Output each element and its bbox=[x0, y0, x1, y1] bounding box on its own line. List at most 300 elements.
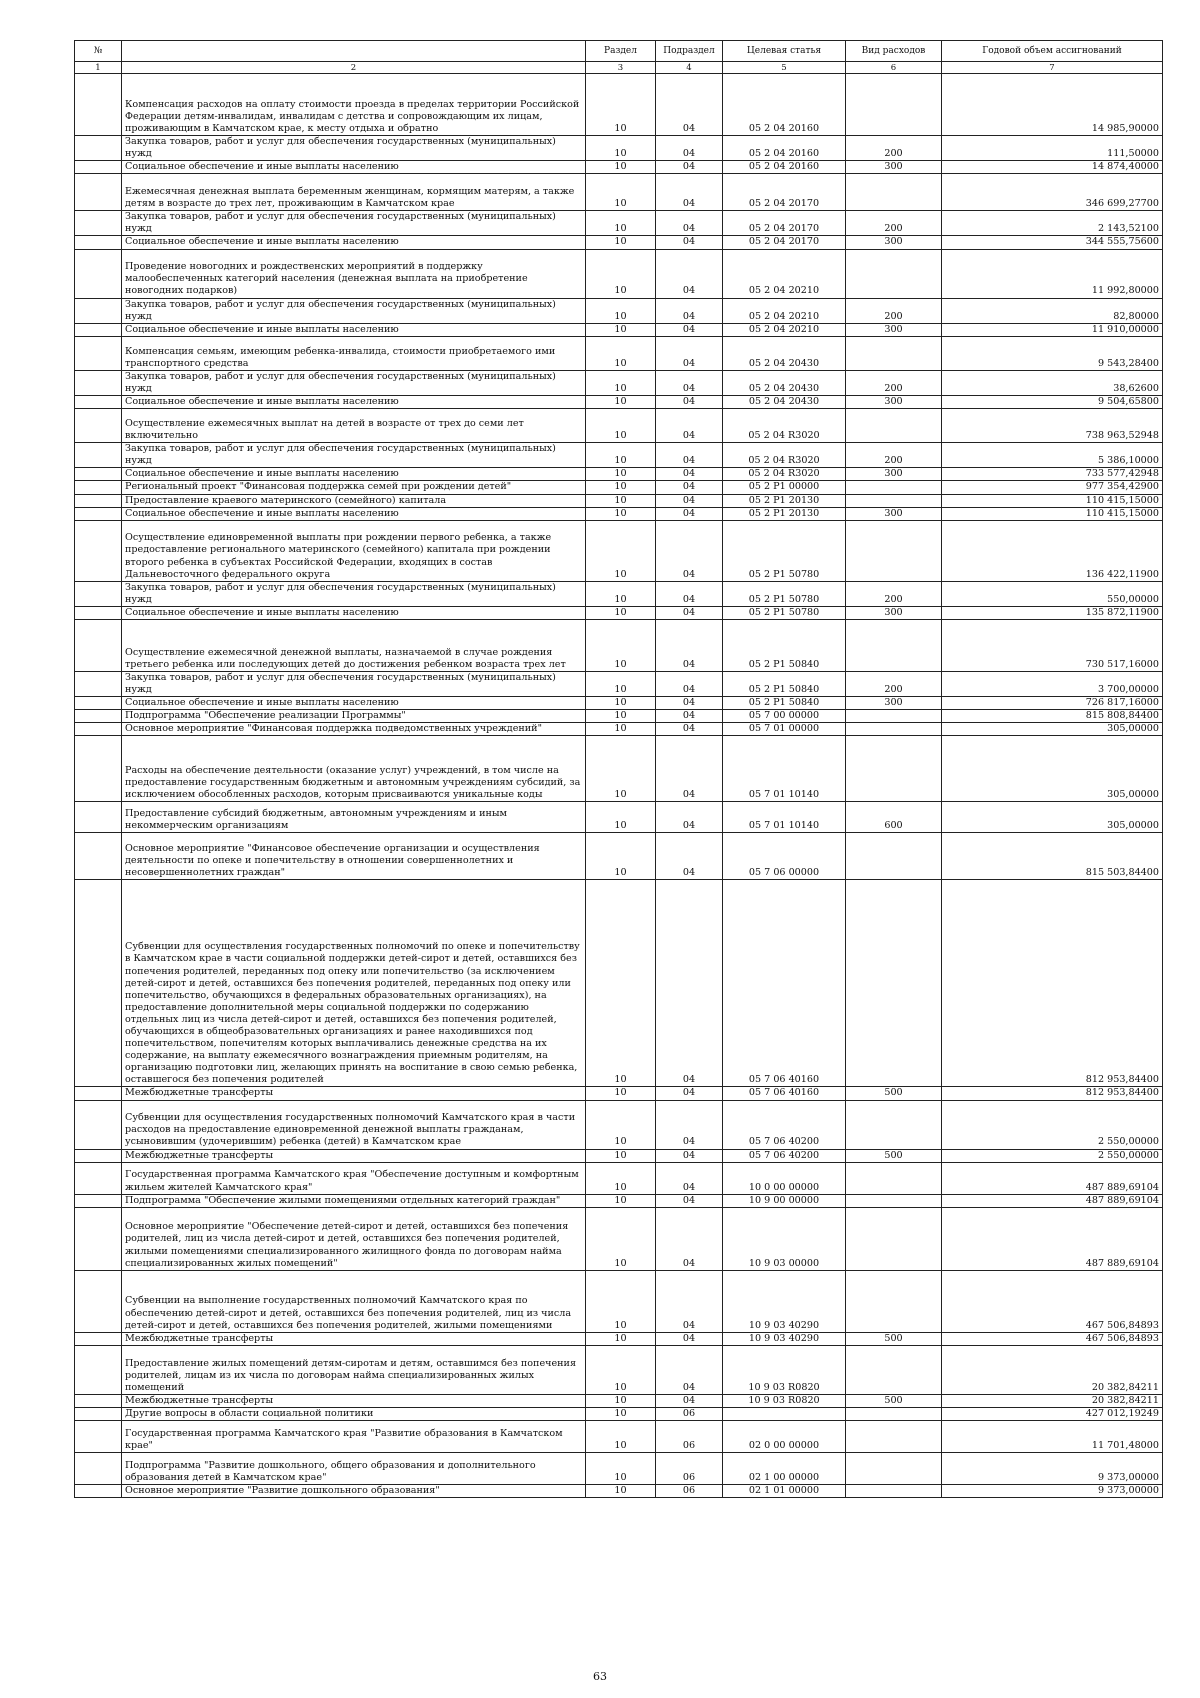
row-name: Предоставление субсидий бюджетным, автономным учреждениям и иным некоммерческим организациям bbox=[122, 802, 586, 833]
row-expense-type bbox=[846, 481, 942, 494]
row-amount: 467 506,84893 bbox=[942, 1270, 1163, 1332]
row-target-article: 05 2 04 20430 bbox=[723, 370, 846, 395]
table-row bbox=[75, 710, 1163, 723]
row-razdel: 10 bbox=[586, 1100, 656, 1149]
column-number-row bbox=[75, 62, 1163, 74]
row-target-article: 05 2 04 20170 bbox=[723, 174, 846, 211]
row-name: Осуществление ежемесячной денежной выплаты, назначаемой в случае рождения третьего ребенка или последующих детей до достижения ребенком возраста трех лет bbox=[122, 619, 586, 671]
row-name: Межбюджетные трансферты bbox=[122, 1149, 586, 1162]
row-podrazdel: 04 bbox=[656, 494, 723, 507]
table-row bbox=[75, 507, 1163, 520]
row-name: Межбюджетные трансферты bbox=[122, 1394, 586, 1407]
row-razdel: 10 bbox=[586, 581, 656, 606]
row-podrazdel: 04 bbox=[656, 174, 723, 211]
table-row bbox=[75, 736, 1163, 802]
row-expense-type bbox=[846, 1345, 942, 1394]
row-expense-type bbox=[846, 736, 942, 802]
row-number bbox=[75, 581, 122, 606]
row-expense-type bbox=[846, 880, 942, 1087]
row-expense-type bbox=[846, 1207, 942, 1270]
row-amount: 487 889,69104 bbox=[942, 1207, 1163, 1270]
row-amount: 11 701,48000 bbox=[942, 1421, 1163, 1453]
row-podrazdel: 04 bbox=[656, 443, 723, 468]
table-row bbox=[75, 1087, 1163, 1100]
row-number bbox=[75, 723, 122, 736]
row-number bbox=[75, 211, 122, 236]
row-razdel: 10 bbox=[586, 1270, 656, 1332]
row-target-article: 05 2 04 20210 bbox=[723, 323, 846, 336]
row-podrazdel: 04 bbox=[656, 880, 723, 1087]
table-row bbox=[75, 619, 1163, 671]
row-expense-type: 300 bbox=[846, 468, 942, 481]
row-amount: 135 872,11900 bbox=[942, 606, 1163, 619]
row-expense-type bbox=[846, 336, 942, 370]
row-number bbox=[75, 370, 122, 395]
table-row bbox=[75, 323, 1163, 336]
column-number: 3 bbox=[586, 62, 656, 74]
table-row bbox=[75, 1100, 1163, 1149]
row-number bbox=[75, 1421, 122, 1453]
row-razdel: 10 bbox=[586, 174, 656, 211]
row-name: Предоставление краевого материнского (семейного) капитала bbox=[122, 494, 586, 507]
row-podrazdel: 06 bbox=[656, 1407, 723, 1420]
row-name: Компенсация расходов на оплату стоимости проезда в пределах территории Российской Федерации детям-инвалидам, инвалидам с детства и сопровождающим их лицам, проживающим в Камчатском крае, к месту отдыха и обратно bbox=[122, 74, 586, 136]
row-target-article: 05 2 04 20170 bbox=[723, 211, 846, 236]
row-target-article: 05 2 P1 50840 bbox=[723, 671, 846, 696]
row-amount: 20 382,84211 bbox=[942, 1345, 1163, 1394]
row-target-article: 05 2 04 R3020 bbox=[723, 468, 846, 481]
row-podrazdel: 06 bbox=[656, 1421, 723, 1453]
row-name: Осуществление ежемесячных выплат на детей в возрасте от трех до семи лет включительно bbox=[122, 409, 586, 443]
row-razdel: 10 bbox=[586, 249, 656, 298]
row-amount: 110 415,15000 bbox=[942, 494, 1163, 507]
row-target-article: 05 7 06 40160 bbox=[723, 880, 846, 1087]
row-podrazdel: 04 bbox=[656, 370, 723, 395]
row-amount: 346 699,27700 bbox=[942, 174, 1163, 211]
table-row bbox=[75, 581, 1163, 606]
row-number bbox=[75, 671, 122, 696]
table-row bbox=[75, 1162, 1163, 1194]
row-number bbox=[75, 249, 122, 298]
row-name: Подпрограмма "Развитие дошкольного, общего образования и дополнительного образования детей в Камчатском крае" bbox=[122, 1453, 586, 1485]
row-target-article: 05 2 04 R3020 bbox=[723, 443, 846, 468]
row-expense-type: 600 bbox=[846, 802, 942, 833]
row-razdel: 10 bbox=[586, 1453, 656, 1485]
row-razdel: 10 bbox=[586, 211, 656, 236]
row-target-article: 05 7 01 10140 bbox=[723, 802, 846, 833]
row-expense-type: 300 bbox=[846, 606, 942, 619]
row-name: Подпрограмма "Обеспечение жилыми помещениями отдельных категорий граждан" bbox=[122, 1194, 586, 1207]
row-razdel: 10 bbox=[586, 336, 656, 370]
row-target-article bbox=[723, 1407, 846, 1420]
table-row bbox=[75, 671, 1163, 696]
row-target-article: 10 9 03 40290 bbox=[723, 1270, 846, 1332]
row-target-article: 05 7 06 40160 bbox=[723, 1087, 846, 1100]
table-row bbox=[75, 1149, 1163, 1162]
row-number bbox=[75, 697, 122, 710]
row-number bbox=[75, 468, 122, 481]
column-number: 2 bbox=[122, 62, 586, 74]
row-amount: 305,00000 bbox=[942, 723, 1163, 736]
row-name: Субвенции на выполнение государственных полномочий Камчатского края по обеспечению детей-сирот и детей, оставшихся без попечения родителей, лиц из числа детей-сирот и детей, оставшихся без попечения родителей, жилыми помещениями bbox=[122, 1270, 586, 1332]
row-razdel: 10 bbox=[586, 323, 656, 336]
row-name: Субвенции для осуществления государственных полномочий Камчатского края в части расходов на предоставление единовременной денежной выплаты гражданам, усыновившим (удочерившим) ребенка (детей) в Камчатском крае bbox=[122, 1100, 586, 1149]
row-expense-type bbox=[846, 710, 942, 723]
row-name: Закупка товаров, работ и услуг для обеспечения государственных (муниципальных) нужд bbox=[122, 671, 586, 696]
row-amount: 733 577,42948 bbox=[942, 468, 1163, 481]
row-podrazdel: 04 bbox=[656, 1332, 723, 1345]
row-target-article: 05 2 P1 20130 bbox=[723, 494, 846, 507]
row-number bbox=[75, 802, 122, 833]
row-target-article: 10 9 03 00000 bbox=[723, 1207, 846, 1270]
row-amount: 467 506,84893 bbox=[942, 1332, 1163, 1345]
row-number bbox=[75, 323, 122, 336]
row-podrazdel: 04 bbox=[656, 468, 723, 481]
row-razdel: 10 bbox=[586, 1149, 656, 1162]
row-amount: 344 555,75600 bbox=[942, 236, 1163, 249]
row-target-article: 10 9 00 00000 bbox=[723, 1194, 846, 1207]
table-row bbox=[75, 494, 1163, 507]
row-expense-type bbox=[846, 1407, 942, 1420]
row-razdel: 10 bbox=[586, 1087, 656, 1100]
row-number bbox=[75, 1394, 122, 1407]
row-name: Закупка товаров, работ и услуг для обеспечения государственных (муниципальных) нужд bbox=[122, 581, 586, 606]
row-razdel: 10 bbox=[586, 619, 656, 671]
row-expense-type bbox=[846, 1485, 942, 1498]
row-name: Закупка товаров, работ и услуг для обеспечения государственных (муниципальных) нужд bbox=[122, 370, 586, 395]
row-target-article: 05 2 04 20160 bbox=[723, 74, 846, 136]
row-amount: 82,80000 bbox=[942, 298, 1163, 323]
table-row bbox=[75, 443, 1163, 468]
row-podrazdel: 04 bbox=[656, 136, 723, 161]
row-number bbox=[75, 336, 122, 370]
row-name: Социальное обеспечение и иные выплаты населению bbox=[122, 323, 586, 336]
row-number bbox=[75, 236, 122, 249]
row-name: Социальное обеспечение и иные выплаты населению bbox=[122, 606, 586, 619]
row-podrazdel: 04 bbox=[656, 236, 723, 249]
row-name: Межбюджетные трансферты bbox=[122, 1332, 586, 1345]
row-target-article: 05 2 04 20210 bbox=[723, 298, 846, 323]
row-razdel: 10 bbox=[586, 606, 656, 619]
row-expense-type: 500 bbox=[846, 1332, 942, 1345]
row-amount: 5 386,10000 bbox=[942, 443, 1163, 468]
row-razdel: 10 bbox=[586, 697, 656, 710]
row-razdel: 10 bbox=[586, 880, 656, 1087]
table-header-row bbox=[75, 41, 1163, 62]
row-target-article: 02 1 00 00000 bbox=[723, 1453, 846, 1485]
row-amount: 9 543,28400 bbox=[942, 336, 1163, 370]
row-razdel: 10 bbox=[586, 74, 656, 136]
row-amount: 815 503,84400 bbox=[942, 833, 1163, 880]
row-name: Расходы на обеспечение деятельности (оказание услуг) учреждений, в том числе на предоставление государственным бюджетным и автономным учреждениям субсидий, за исключением обособленных расходов, которым присваиваются уникальные коды bbox=[122, 736, 586, 802]
row-expense-type: 500 bbox=[846, 1149, 942, 1162]
header-number: № bbox=[75, 41, 122, 62]
row-target-article: 10 0 00 00000 bbox=[723, 1162, 846, 1194]
row-podrazdel: 04 bbox=[656, 1087, 723, 1100]
row-podrazdel: 04 bbox=[656, 1345, 723, 1394]
row-podrazdel: 04 bbox=[656, 1194, 723, 1207]
row-expense-type: 300 bbox=[846, 323, 942, 336]
row-podrazdel: 04 bbox=[656, 507, 723, 520]
row-name: Закупка товаров, работ и услуг для обеспечения государственных (муниципальных) нужд bbox=[122, 298, 586, 323]
table-row bbox=[75, 481, 1163, 494]
row-podrazdel: 04 bbox=[656, 249, 723, 298]
row-expense-type: 500 bbox=[846, 1087, 942, 1100]
row-target-article: 05 2 04 20170 bbox=[723, 236, 846, 249]
row-expense-type bbox=[846, 619, 942, 671]
table-row bbox=[75, 236, 1163, 249]
row-target-article: 05 2 04 20210 bbox=[723, 249, 846, 298]
row-podrazdel: 06 bbox=[656, 1485, 723, 1498]
row-number bbox=[75, 396, 122, 409]
row-number bbox=[75, 1100, 122, 1149]
row-amount: 2 550,00000 bbox=[942, 1149, 1163, 1162]
row-number bbox=[75, 481, 122, 494]
table-row bbox=[75, 298, 1163, 323]
row-podrazdel: 04 bbox=[656, 1149, 723, 1162]
row-number bbox=[75, 1332, 122, 1345]
table-row bbox=[75, 606, 1163, 619]
row-name: Основное мероприятие "Финансовая поддержка подведомственных учреждений" bbox=[122, 723, 586, 736]
row-name: Ежемесячная денежная выплата беременным женщинам, кормящим матерям, а также детям в возрасте до трех лет, проживающим в Камчатском крае bbox=[122, 174, 586, 211]
row-expense-type: 300 bbox=[846, 396, 942, 409]
row-amount: 9 504,65800 bbox=[942, 396, 1163, 409]
row-name: Закупка товаров, работ и услуг для обеспечения государственных (муниципальных) нужд bbox=[122, 211, 586, 236]
row-podrazdel: 04 bbox=[656, 323, 723, 336]
row-name: Закупка товаров, работ и услуг для обеспечения государственных (муниципальных) нужд bbox=[122, 443, 586, 468]
row-expense-type: 200 bbox=[846, 298, 942, 323]
row-name: Компенсация семьям, имеющим ребенка-инвалида, стоимости приобретаемого ими транспортного средства bbox=[122, 336, 586, 370]
row-amount: 111,50000 bbox=[942, 136, 1163, 161]
table-row bbox=[75, 1485, 1163, 1498]
row-number bbox=[75, 507, 122, 520]
row-target-article: 05 2 P1 50780 bbox=[723, 606, 846, 619]
row-target-article: 10 9 03 R0820 bbox=[723, 1345, 846, 1394]
row-name: Другие вопросы в области социальной политики bbox=[122, 1407, 586, 1420]
row-amount: 9 373,00000 bbox=[942, 1485, 1163, 1498]
row-razdel: 10 bbox=[586, 520, 656, 581]
row-expense-type: 200 bbox=[846, 136, 942, 161]
table-row bbox=[75, 833, 1163, 880]
row-podrazdel: 04 bbox=[656, 1100, 723, 1149]
row-podrazdel: 04 bbox=[656, 161, 723, 174]
row-expense-type: 200 bbox=[846, 671, 942, 696]
row-number bbox=[75, 736, 122, 802]
row-razdel: 10 bbox=[586, 671, 656, 696]
row-amount: 11 910,00000 bbox=[942, 323, 1163, 336]
table-row bbox=[75, 1270, 1163, 1332]
row-podrazdel: 04 bbox=[656, 211, 723, 236]
table-row bbox=[75, 697, 1163, 710]
row-amount: 3 700,00000 bbox=[942, 671, 1163, 696]
table-row bbox=[75, 1394, 1163, 1407]
row-podrazdel: 04 bbox=[656, 520, 723, 581]
row-target-article: 05 7 00 00000 bbox=[723, 710, 846, 723]
row-razdel: 10 bbox=[586, 833, 656, 880]
row-expense-type: 300 bbox=[846, 161, 942, 174]
row-expense-type: 200 bbox=[846, 370, 942, 395]
table-row bbox=[75, 336, 1163, 370]
row-name: Социальное обеспечение и иные выплаты населению bbox=[122, 697, 586, 710]
row-podrazdel: 04 bbox=[656, 710, 723, 723]
table-row bbox=[75, 1332, 1163, 1345]
row-target-article: 05 2 04 20160 bbox=[723, 161, 846, 174]
row-podrazdel: 04 bbox=[656, 1394, 723, 1407]
row-podrazdel: 04 bbox=[656, 802, 723, 833]
row-number bbox=[75, 1453, 122, 1485]
row-razdel: 10 bbox=[586, 1345, 656, 1394]
row-number bbox=[75, 136, 122, 161]
row-name: Региональный проект "Финансовая поддержка семей при рождении детей" bbox=[122, 481, 586, 494]
row-amount: 487 889,69104 bbox=[942, 1194, 1163, 1207]
row-podrazdel: 04 bbox=[656, 671, 723, 696]
row-razdel: 10 bbox=[586, 236, 656, 249]
column-number: 4 bbox=[656, 62, 723, 74]
row-razdel: 10 bbox=[586, 1332, 656, 1345]
row-razdel: 10 bbox=[586, 136, 656, 161]
row-name: Социальное обеспечение и иные выплаты населению bbox=[122, 161, 586, 174]
row-amount: 487 889,69104 bbox=[942, 1162, 1163, 1194]
table-row bbox=[75, 880, 1163, 1087]
row-podrazdel: 04 bbox=[656, 396, 723, 409]
header-name bbox=[122, 41, 586, 62]
row-number bbox=[75, 880, 122, 1087]
table-row bbox=[75, 136, 1163, 161]
row-amount: 726 817,16000 bbox=[942, 697, 1163, 710]
row-name: Социальное обеспечение и иные выплаты населению bbox=[122, 507, 586, 520]
page-number: 63 bbox=[593, 1670, 607, 1683]
row-expense-type bbox=[846, 409, 942, 443]
row-amount: 20 382,84211 bbox=[942, 1394, 1163, 1407]
row-target-article: 05 2 P1 50840 bbox=[723, 619, 846, 671]
row-amount: 812 953,84400 bbox=[942, 880, 1163, 1087]
row-target-article: 05 2 04 R3020 bbox=[723, 409, 846, 443]
header-razdel: Раздел bbox=[586, 41, 656, 62]
row-name: Основное мероприятие "Обеспечение детей-сирот и детей, оставшихся без попечения родителей, лиц из числа детей-сирот и детей, оставшихся без попечения родителей, жилыми помещениями специализированного жилищного фонда по договорам найма специализированных жилых помещений" bbox=[122, 1207, 586, 1270]
row-podrazdel: 04 bbox=[656, 481, 723, 494]
row-number bbox=[75, 1194, 122, 1207]
table-row bbox=[75, 396, 1163, 409]
row-podrazdel: 04 bbox=[656, 697, 723, 710]
row-podrazdel: 04 bbox=[656, 74, 723, 136]
row-podrazdel: 04 bbox=[656, 606, 723, 619]
row-number bbox=[75, 833, 122, 880]
table-row bbox=[75, 211, 1163, 236]
row-target-article: 02 0 00 00000 bbox=[723, 1421, 846, 1453]
budget-allocation-table bbox=[74, 40, 1163, 1498]
row-number bbox=[75, 74, 122, 136]
row-number bbox=[75, 1207, 122, 1270]
row-razdel: 10 bbox=[586, 370, 656, 395]
row-expense-type: 300 bbox=[846, 236, 942, 249]
row-expense-type bbox=[846, 1100, 942, 1149]
row-expense-type bbox=[846, 1162, 942, 1194]
row-expense-type bbox=[846, 723, 942, 736]
row-expense-type: 300 bbox=[846, 697, 942, 710]
row-target-article: 05 2 P1 00000 bbox=[723, 481, 846, 494]
row-expense-type bbox=[846, 494, 942, 507]
row-name: Социальное обеспечение и иные выплаты населению bbox=[122, 236, 586, 249]
row-podrazdel: 04 bbox=[656, 723, 723, 736]
row-razdel: 10 bbox=[586, 723, 656, 736]
row-amount: 38,62600 bbox=[942, 370, 1163, 395]
row-target-article: 05 7 01 00000 bbox=[723, 723, 846, 736]
row-name: Подпрограмма "Обеспечение реализации Программы" bbox=[122, 710, 586, 723]
row-target-article: 10 9 03 R0820 bbox=[723, 1394, 846, 1407]
row-number bbox=[75, 298, 122, 323]
row-amount: 14 874,40000 bbox=[942, 161, 1163, 174]
row-number bbox=[75, 174, 122, 211]
table-row bbox=[75, 161, 1163, 174]
table-row bbox=[75, 249, 1163, 298]
row-number bbox=[75, 1087, 122, 1100]
table-row bbox=[75, 74, 1163, 136]
row-razdel: 10 bbox=[586, 1407, 656, 1420]
row-expense-type bbox=[846, 1453, 942, 1485]
row-expense-type: 200 bbox=[846, 581, 942, 606]
row-name: Основное мероприятие "Развитие дошкольного образования" bbox=[122, 1485, 586, 1498]
row-name: Социальное обеспечение и иные выплаты населению bbox=[122, 396, 586, 409]
table-row bbox=[75, 1194, 1163, 1207]
row-razdel: 10 bbox=[586, 736, 656, 802]
row-number bbox=[75, 443, 122, 468]
row-razdel: 10 bbox=[586, 468, 656, 481]
row-number bbox=[75, 409, 122, 443]
table-row bbox=[75, 802, 1163, 833]
table-row bbox=[75, 409, 1163, 443]
row-name: Государственная программа Камчатского края "Развитие образования в Камчатском крае" bbox=[122, 1421, 586, 1453]
row-expense-type bbox=[846, 174, 942, 211]
row-razdel: 10 bbox=[586, 409, 656, 443]
row-number bbox=[75, 1485, 122, 1498]
row-number bbox=[75, 1407, 122, 1420]
row-podrazdel: 04 bbox=[656, 336, 723, 370]
column-number: 7 bbox=[942, 62, 1163, 74]
row-razdel: 10 bbox=[586, 802, 656, 833]
row-number bbox=[75, 161, 122, 174]
row-razdel: 10 bbox=[586, 481, 656, 494]
row-amount: 550,00000 bbox=[942, 581, 1163, 606]
row-razdel: 10 bbox=[586, 710, 656, 723]
row-number bbox=[75, 619, 122, 671]
row-razdel: 10 bbox=[586, 298, 656, 323]
row-razdel: 10 bbox=[586, 507, 656, 520]
budget-table-page bbox=[74, 40, 1162, 1498]
row-razdel: 10 bbox=[586, 1485, 656, 1498]
row-podrazdel: 04 bbox=[656, 298, 723, 323]
row-amount: 305,00000 bbox=[942, 802, 1163, 833]
row-amount: 305,00000 bbox=[942, 736, 1163, 802]
row-expense-type: 500 bbox=[846, 1394, 942, 1407]
column-number: 5 bbox=[723, 62, 846, 74]
table-row bbox=[75, 468, 1163, 481]
table-row bbox=[75, 520, 1163, 581]
row-name: Осуществление единовременной выплаты при рождении первого ребенка, а также предоставление регионального материнского (семейного) капитала при рождении второго ребенка в субъектах Российской Федерации, входящих в состав Дальневосточного федерального округа bbox=[122, 520, 586, 581]
row-expense-type: 200 bbox=[846, 443, 942, 468]
row-target-article: 05 2 04 20430 bbox=[723, 336, 846, 370]
row-amount: 812 953,84400 bbox=[942, 1087, 1163, 1100]
row-target-article: 10 9 03 40290 bbox=[723, 1332, 846, 1345]
row-razdel: 10 bbox=[586, 396, 656, 409]
row-podrazdel: 04 bbox=[656, 736, 723, 802]
table-row bbox=[75, 1207, 1163, 1270]
row-razdel: 10 bbox=[586, 443, 656, 468]
row-number bbox=[75, 1270, 122, 1332]
row-target-article: 05 2 P1 50780 bbox=[723, 520, 846, 581]
table-row bbox=[75, 723, 1163, 736]
table-row bbox=[75, 1421, 1163, 1453]
row-podrazdel: 06 bbox=[656, 1453, 723, 1485]
